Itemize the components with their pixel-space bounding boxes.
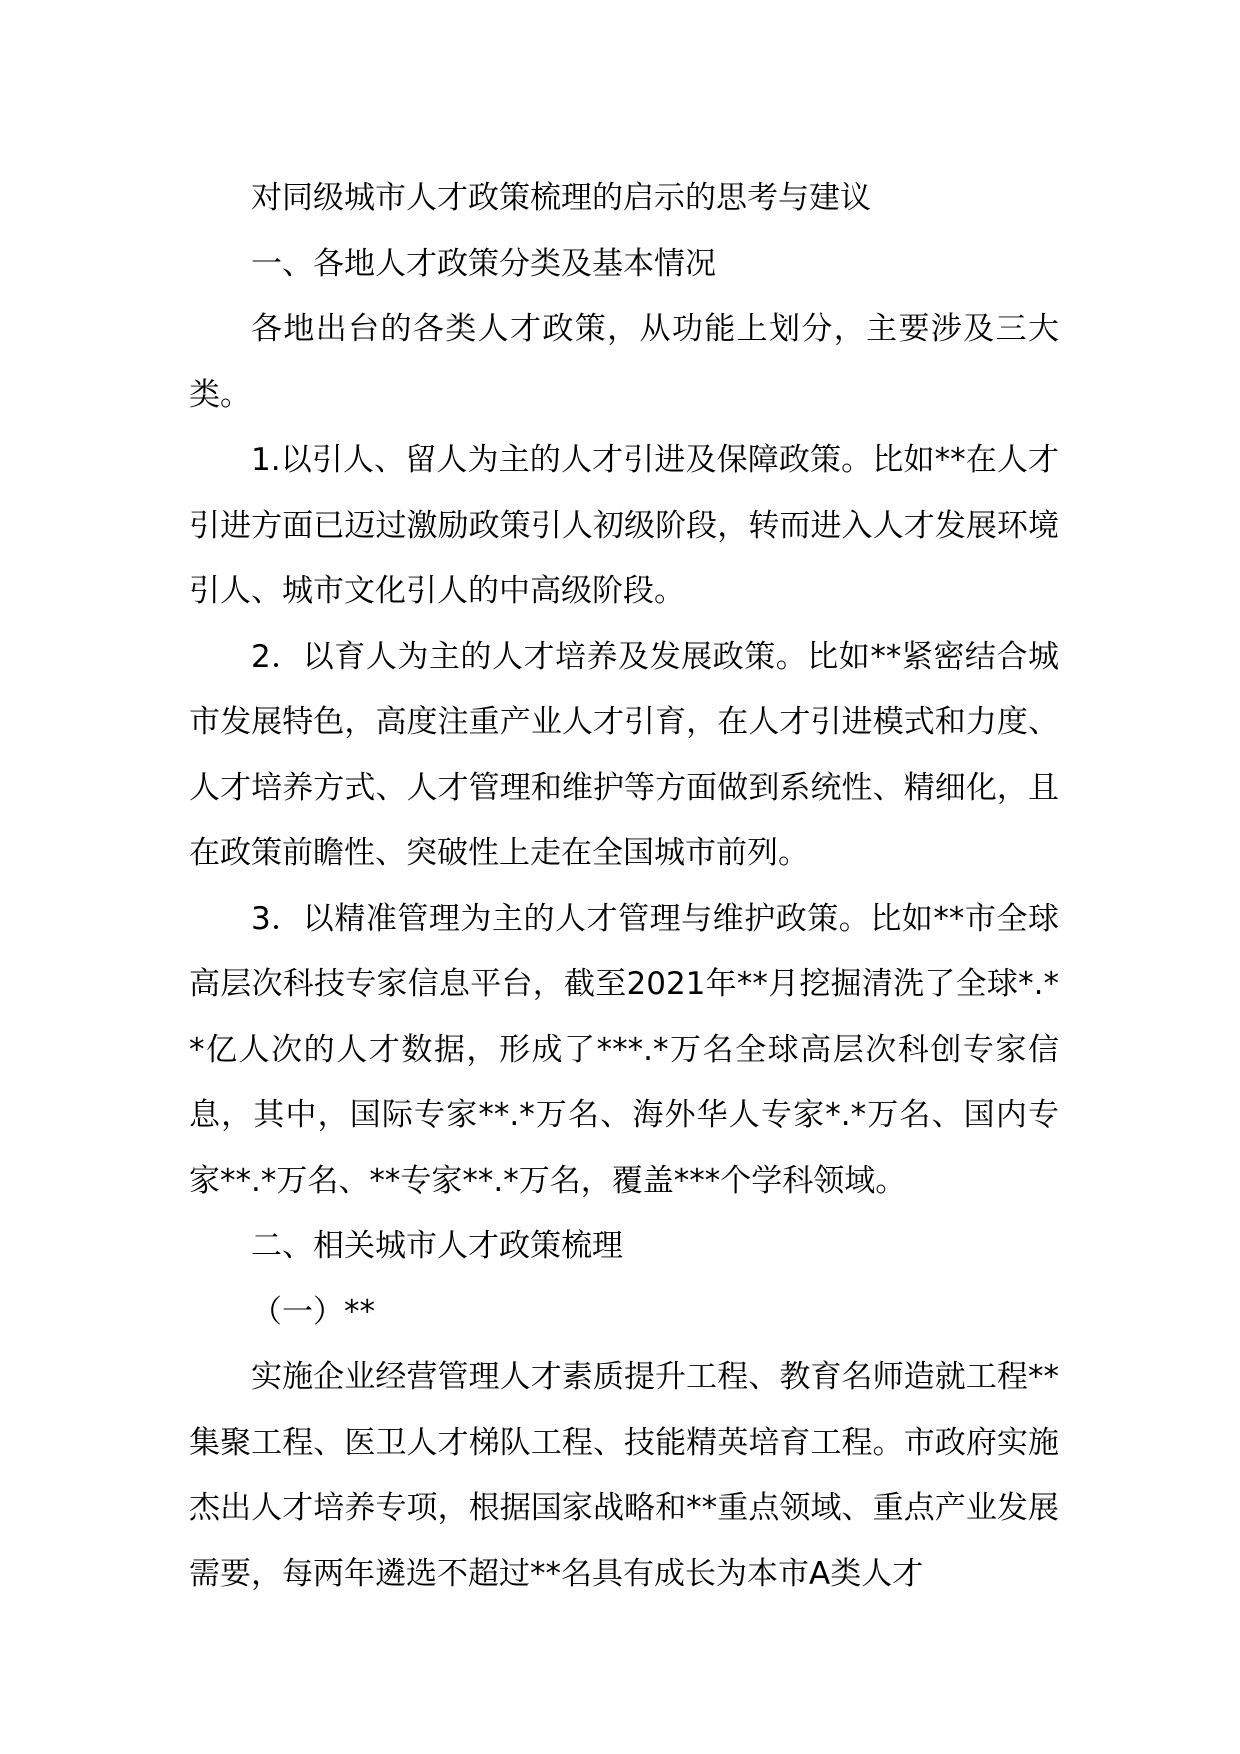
section-1-intro-paragraph: 各地出台的各类人才政策，从功能上划分，主要涉及三大类。	[189, 311, 1059, 413]
item-1-paragraph: 1.以引人、留人为主的人才引进及保障政策。比如**在人才引进方面已迈过激励政策引人初级阶段，转而进入人才发展环境引人、城市文化引人的中高级阶段。	[189, 442, 1059, 609]
subsection-1-paragraph: 实施企业经营管理人才素质提升工程、教育名师造就工程**集聚工程、医卫人才梯队工程、技能精英培育工程。市政府实施杰出人才培养专项，根据国家战略和**重点领域、重点产业发展需要，每两年遴选不超过**名具有成长为本市A类人才	[189, 1359, 1059, 1592]
section-2-heading: 二、相关城市人才政策梳理	[251, 1228, 623, 1264]
item-3-paragraph: 3．以精准管理为主的人才管理与维护政策。比如**市全球高层次科技专家信息平台，截至2021年**月挖掘清洗了全球*.**亿人次的人才数据，形成了***.*万名全球高层次科创专家信息，其中，国际专家**.*万名、海外华人专家*.*万名、国内专家**.*万名、**专家**.*万名，覆盖***个学科领域。	[189, 900, 1059, 1199]
document-body	[189, 166, 1059, 1607]
section-1-heading: 一、各地人才政策分类及基本情况	[251, 245, 716, 282]
subsection-1-heading: （一）**	[251, 1293, 375, 1330]
document-title: 对同级城市人才政策梳理的启示的思考与建议	[251, 180, 871, 216]
item-2-paragraph: 2．以育人为主的人才培养及发展政策。比如**紧密结合城市发展特色，高度注重产业人才引育，在人才引进模式和力度、人才培养方式、人才管理和维护等方面做到系统性、精细化，且在政策前瞻性、突破性上走在全国城市前列。	[189, 638, 1059, 871]
